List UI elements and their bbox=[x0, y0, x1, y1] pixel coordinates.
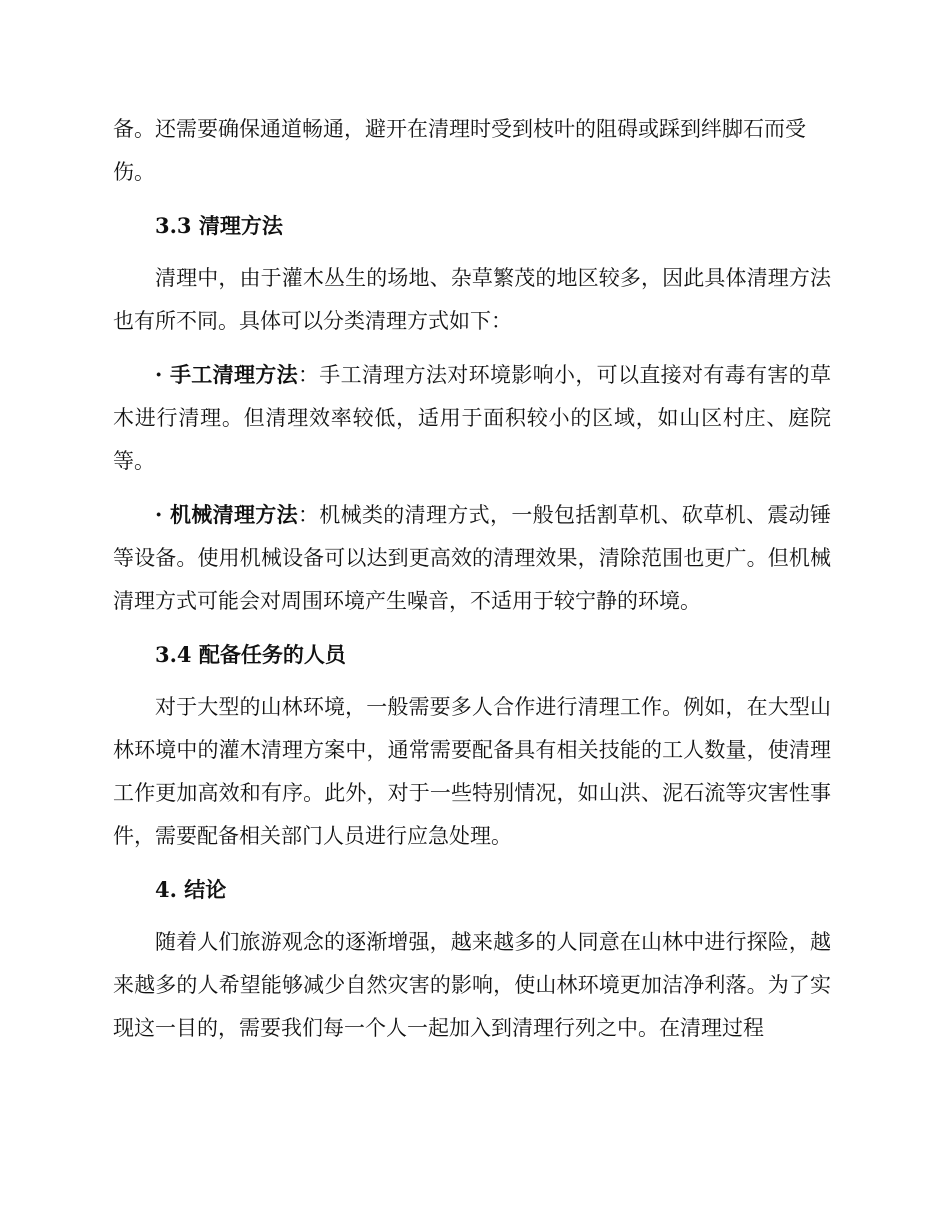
bullet-manual-label: · 手工清理方法 bbox=[155, 362, 298, 387]
paragraph-staffing: 对于大型的山林环境，一般需要多人合作进行清理工作。例如，在大型山林环境中的灌木清理方案中，通常需要配备具有相关技能的工人数量，使清理工作更加高效和有序。此外，对于一些特别情况，如山洪、泥石流等灾害性事件，需要配备相关部门人员进行应急处理。 bbox=[113, 695, 831, 848]
bullet-manual-cleaning bbox=[113, 353, 831, 483]
section-heading-3-4: 3.4 配备任务的人员 bbox=[155, 642, 346, 667]
continued-paragraph-line1: 备。还需要确保通道畅通，避开在清理时受到枝叶的阻碍或踩到绊脚石而受 bbox=[113, 117, 806, 141]
document-page bbox=[113, 108, 831, 1050]
section-heading-4: 4. 结论 bbox=[155, 877, 227, 902]
continued-paragraph bbox=[113, 108, 831, 194]
bullet-mechanical-label: · 机械清理方法 bbox=[155, 502, 298, 527]
bullet-mechanical-text: ：机械类的清理方式，一般包括割草机、砍草机、震动锤等设备。使用机械设备可以达到更高效的清理效果，清除范围也更广。但机械清理方式可能会对周围环境产生噪音，不适用于较宁静的环境。 bbox=[113, 503, 831, 613]
section-heading-3-3: 3.3 清理方法 bbox=[155, 213, 283, 238]
paragraph-cleaning-methods: 清理中，由于灌木丛生的场地、杂草繁茂的地区较多，因此具体清理方法也有所不同。具体可以分类清理方式如下： bbox=[113, 266, 831, 333]
paragraph-conclusion: 随着人们旅游观念的逐渐增强，越来越多的人同意在山林中进行探险，越来越多的人希望能够减少自然灾害的影响，使山林环境更加洁净利落。为了实现这一目的，需要我们每一个人一起加入到清理行列之中。在清理过程 bbox=[113, 930, 831, 1040]
bullet-mechanical-cleaning bbox=[113, 493, 831, 623]
bullet-manual-text: ：手工清理方法对环境影响小，可以直接对有毒有害的草木进行清理。但清理效率较低，适用于面积较小的区域，如山区村庄、庭院等。 bbox=[113, 363, 831, 473]
continued-paragraph-line2: 伤。 bbox=[113, 160, 155, 184]
